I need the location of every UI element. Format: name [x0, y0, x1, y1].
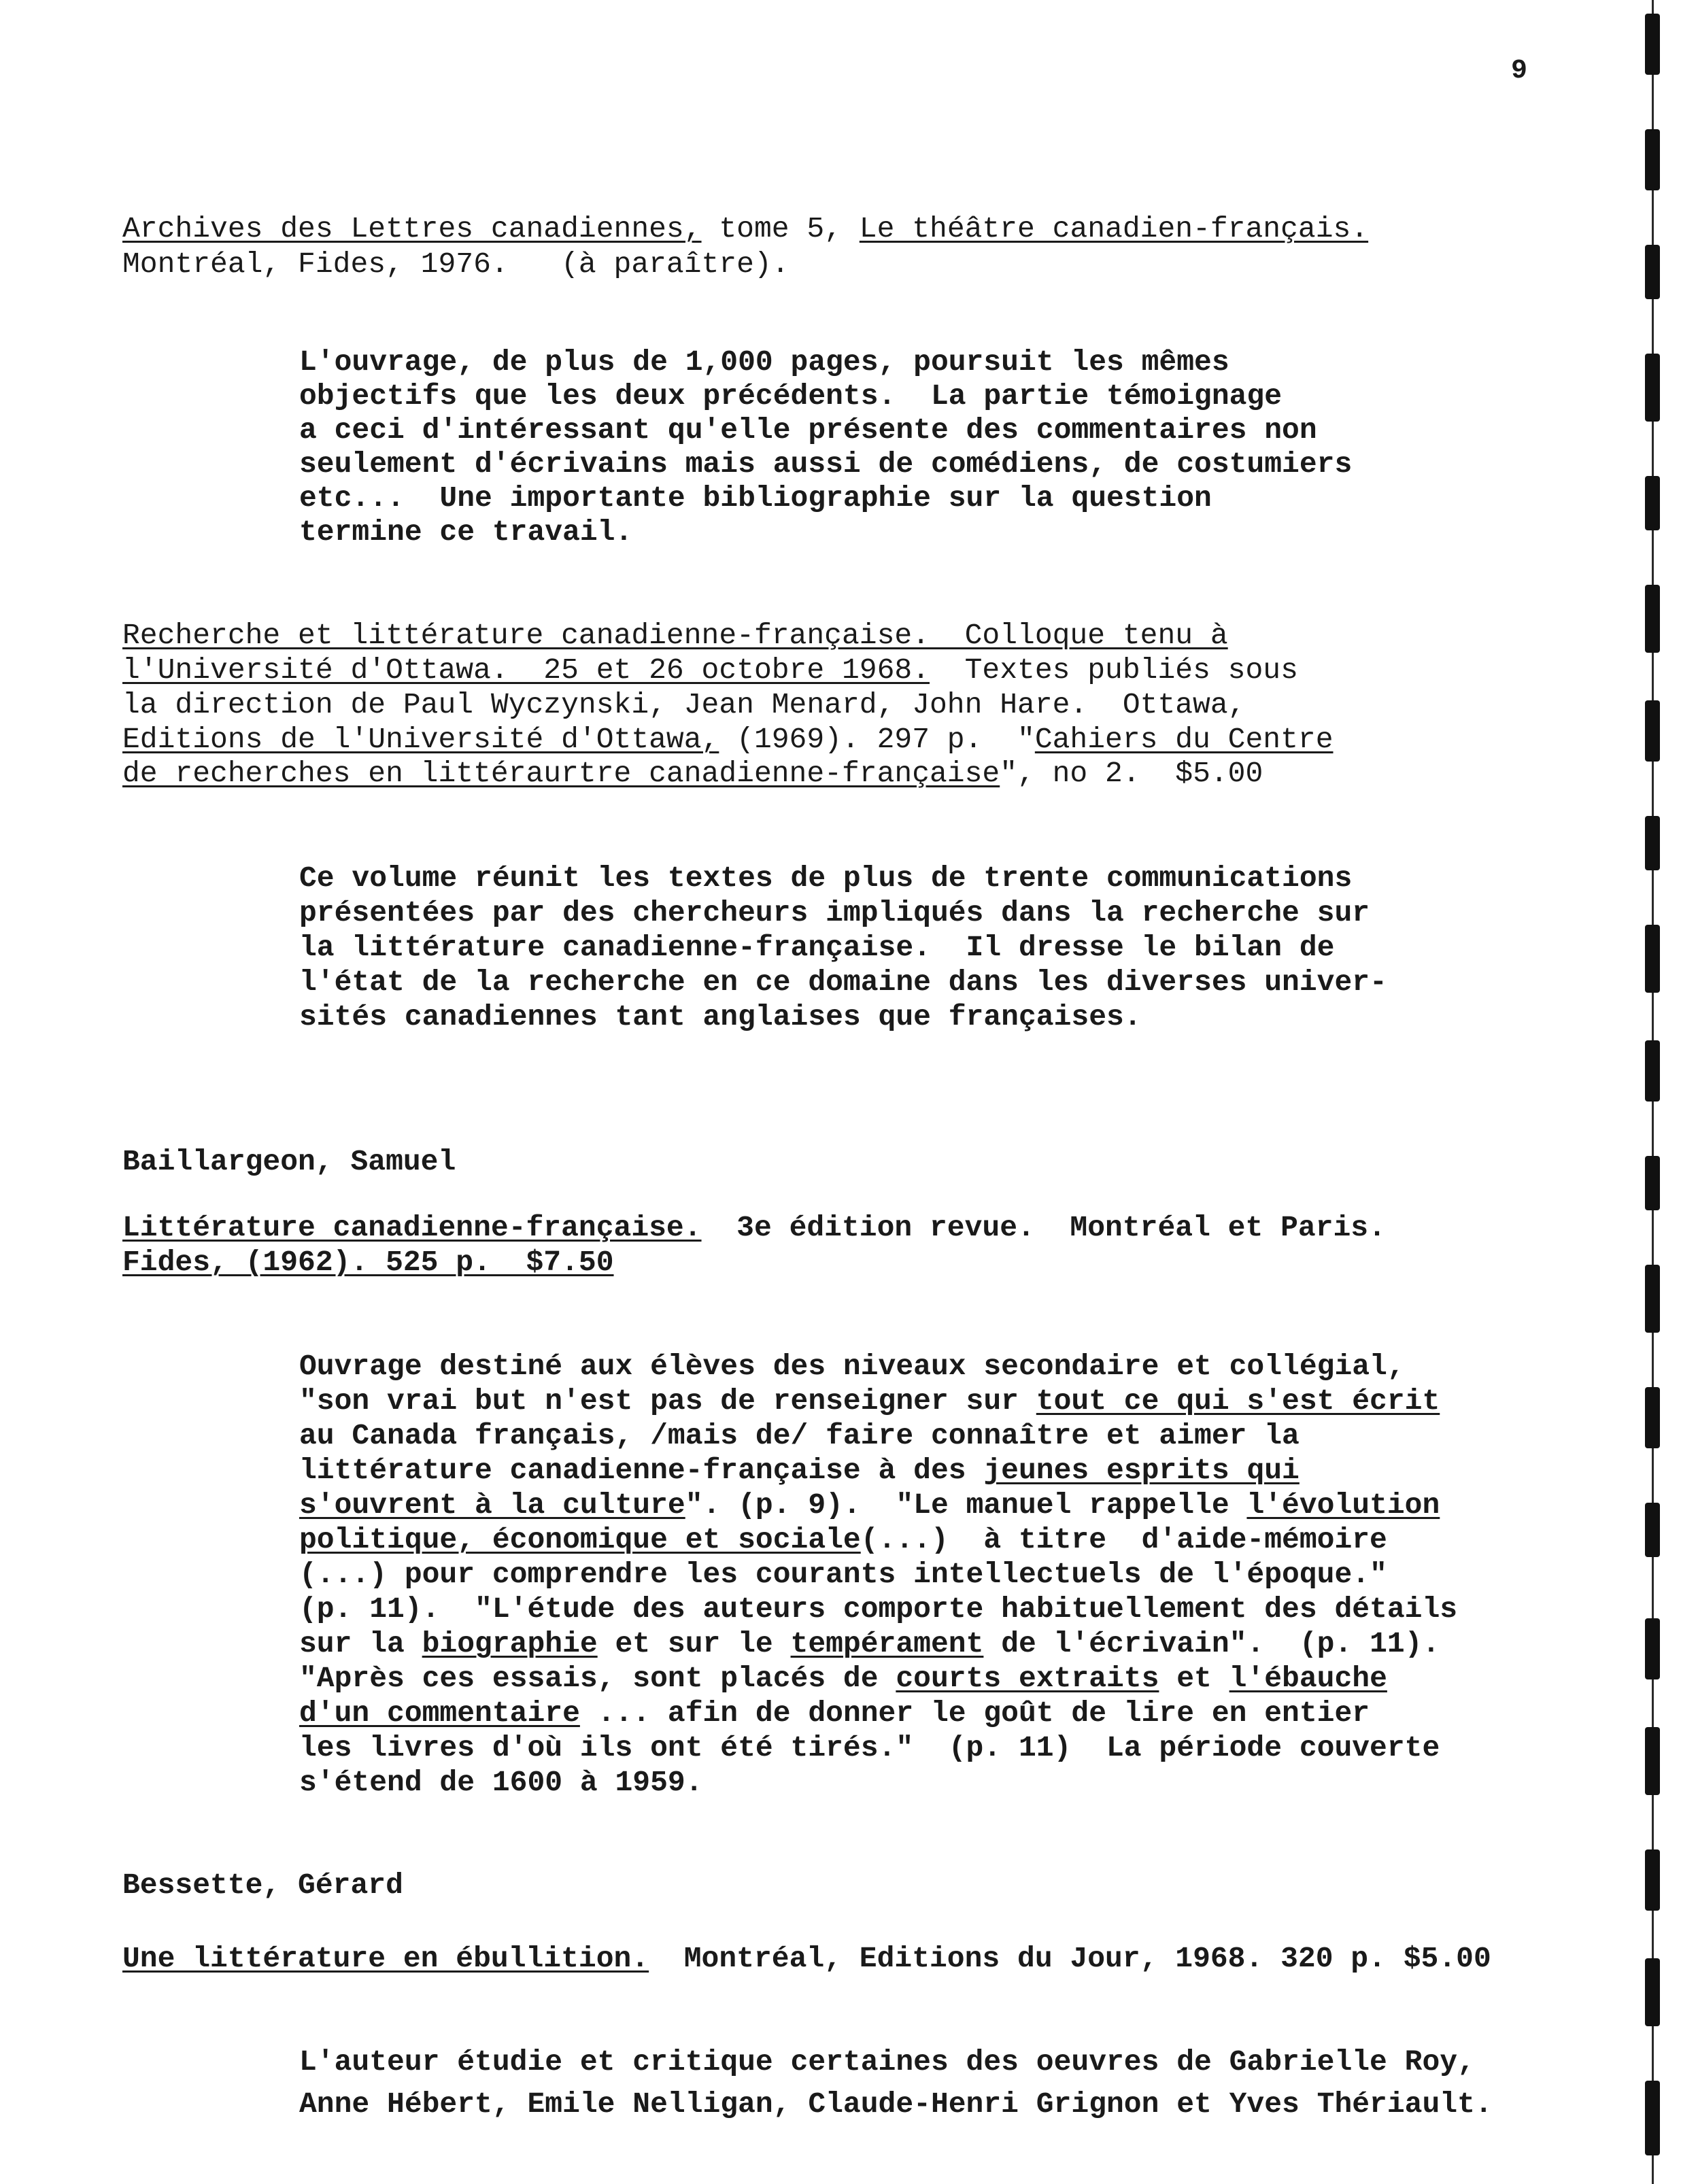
binding-hole [1645, 816, 1660, 870]
binding-hole [1645, 1849, 1660, 1911]
underlined-text: s'ouvrent à la culture [299, 1488, 685, 1522]
binding-hole [1645, 700, 1660, 762]
author-heading: Baillargeon, Samuel [122, 1145, 456, 1178]
text-segment: Ce volume réunit les textes de plus de trente communications [299, 861, 1353, 895]
annotation-line [299, 1454, 1300, 1488]
text-segment: littérature canadienne-française à des [299, 1454, 984, 1487]
text-segment: Textes publiés sous [930, 653, 1298, 687]
binding-hole [1645, 476, 1660, 530]
annotation-line [299, 447, 1352, 481]
underlined-text: Le théâtre canadien-français. [859, 212, 1369, 245]
underlined-text: d'un commentaire [299, 1696, 580, 1730]
text-segment: Anne Hébert, Emile Nelligan, Claude-Henri Grignon et Yves Thériault. [299, 2087, 1493, 2121]
annotation-line [299, 515, 632, 549]
annotation-line [299, 2087, 1493, 2121]
binding-hole [1645, 354, 1660, 422]
binding-hole [1645, 1387, 1660, 1448]
spiral-binding-edge [1629, 0, 1698, 2184]
text-segment: sités canadiennes tant anglaises que françaises. [299, 1000, 1142, 1034]
text-segment: la direction de Paul Wyczynski, Jean Menard, John Hare. Ottawa, [122, 688, 1246, 721]
citation-line [122, 1942, 1491, 1976]
underlined-text: tempérament [790, 1627, 984, 1660]
binding-hole [1645, 1618, 1660, 1679]
text-segment: et [1159, 1662, 1229, 1695]
citation-line [122, 212, 1368, 246]
binding-hole [1645, 585, 1660, 653]
binding-hole [1645, 1727, 1660, 1795]
binding-hole [1645, 2081, 1660, 2155]
text-segment: etc... Une importante bibliographie sur la question [299, 481, 1212, 515]
text-segment: ". (p. 9). "Le manuel rappelle [685, 1488, 1247, 1522]
underlined-text: de recherches en littéraurtre canadienne-française [122, 757, 1000, 790]
text-segment: la littérature canadienne-française. Il dresse le bilan de [299, 931, 1335, 964]
author-heading: Bessette, Gérard [122, 1869, 403, 1902]
annotation-line [299, 966, 1387, 1000]
text-segment: s'étend de 1600 à 1959. [299, 1766, 703, 1799]
underlined-text: Une littérature en ébullition. [122, 1942, 649, 1975]
annotation-line [299, 861, 1352, 895]
annotation-line [299, 413, 1317, 447]
text-segment: "son vrai but n'est pas de renseigner sur [299, 1384, 1036, 1418]
binding-hole [1645, 1040, 1660, 1102]
text-segment: seulement d'écrivains mais aussi de comédiens, de costumiers [299, 447, 1353, 481]
text-segment: présentées par des chercheurs impliqués dans la recherche sur [299, 896, 1370, 929]
text-segment: ... afin de donner le goût de lire en entier [579, 1696, 1370, 1730]
binding-hole [1645, 1156, 1660, 1210]
binding-hole [1645, 1503, 1660, 1557]
underlined-text: Cahiers du Centre [1034, 723, 1334, 756]
annotation-line [299, 896, 1370, 930]
text-segment: au Canada français, /mais de/ faire connaître et aimer la [299, 1419, 1300, 1452]
text-segment: objectifs que les deux précédents. La partie témoignage [299, 379, 1283, 413]
underlined-text: courts extraits [896, 1662, 1159, 1695]
annotation-line [299, 1384, 1440, 1418]
text-segment: tome 5, [701, 212, 860, 245]
annotation-line [299, 1523, 1387, 1557]
binding-hole [1645, 1958, 1660, 2026]
text-segment: "Après ces essais, sont placés de [299, 1662, 896, 1695]
text-segment: termine ce travail. [299, 515, 633, 549]
annotation-line [299, 379, 1282, 413]
annotation-line [299, 1592, 1457, 1626]
citation-line [122, 619, 1228, 653]
underlined-text: l'ébauche [1229, 1662, 1387, 1695]
citation-line [122, 688, 1245, 722]
binding-hole [1645, 925, 1660, 993]
annotation-line [299, 1419, 1300, 1453]
annotation-line [299, 481, 1212, 515]
underlined-text: politique, économique et sociale [299, 1523, 861, 1556]
underlined-text: Recherche et littérature canadienne-française. Colloque tenu à [122, 619, 1228, 652]
underlined-text: Archives des Lettres canadiennes, [122, 212, 702, 245]
binding-hole [1645, 245, 1660, 299]
annotation-line [299, 1696, 1370, 1730]
underlined-text: Editions de l'Université d'Ottawa, [122, 723, 719, 756]
citation-line [122, 757, 1263, 791]
text-segment: 3e édition revue. Montréal et Paris. [701, 1211, 1386, 1244]
underlined-text: jeunes esprits qui [983, 1454, 1300, 1487]
citation-line [122, 1211, 1386, 1245]
underlined-text: Littérature canadienne-française. [122, 1211, 702, 1244]
underlined-text: Fides, (1962). 525 p. $7.50 [122, 1246, 614, 1279]
text-segment: les livres d'où ils ont été tirés." (p. 11) La période couverte [299, 1731, 1440, 1764]
underlined-text: l'Université d'Ottawa. 25 et 26 octobre 1968. [122, 653, 930, 687]
text-segment: Ouvrage destiné aux élèves des niveaux secondaire et collégial, [299, 1350, 1405, 1383]
binding-hole [1645, 1265, 1660, 1333]
underlined-text: l'évolution [1246, 1488, 1440, 1522]
binding-hole [1645, 129, 1660, 190]
text-segment: L'ouvrage, de plus de 1,000 pages, poursuit les mêmes [299, 345, 1229, 379]
text-segment: et sur le [597, 1627, 791, 1660]
text-segment: a ceci d'intéressant qu'elle présente des commentaires non [299, 413, 1317, 447]
text-segment: (...) à titre d'aide-mémoire [860, 1523, 1387, 1556]
underlined-text: tout ce qui s'est écrit [1036, 1384, 1440, 1418]
annotation-line [299, 1350, 1405, 1384]
text-segment: l'état de la recherche en ce domaine dans les diverses univer- [299, 966, 1387, 999]
text-segment: (1969). 297 p. " [719, 723, 1035, 756]
citation-line [122, 248, 789, 281]
text-segment: (p. 11). "L'étude des auteurs comporte habituellement des détails [299, 1592, 1458, 1626]
text-segment: Montréal, Fides, 1976. (à paraître). [122, 248, 789, 281]
annotation-line [299, 1000, 1142, 1034]
annotation-line [299, 1627, 1440, 1661]
underlined-text: biographie [422, 1627, 598, 1660]
annotation-line [299, 1766, 703, 1800]
citation-line [122, 653, 1298, 687]
annotation-line [299, 931, 1334, 965]
annotation-line [299, 1662, 1387, 1696]
binding-hole [1645, 14, 1660, 75]
text-segment: ", no 2. $5.00 [1000, 757, 1263, 790]
text-segment: (...) pour comprendre les courants intellectuels de l'époque." [299, 1558, 1387, 1591]
annotation-line [299, 2045, 1475, 2079]
annotation-line [299, 1488, 1440, 1522]
annotation-line [299, 1731, 1440, 1765]
citation-line [122, 1246, 614, 1280]
text-segment: L'auteur étudie et critique certaines des oeuvres de Gabrielle Roy, [299, 2045, 1475, 2079]
page-number: 9 [1511, 56, 1528, 86]
citation-line [122, 723, 1334, 757]
annotation-line [299, 1558, 1387, 1592]
annotation-line [299, 345, 1229, 379]
text-segment: sur la [299, 1627, 422, 1660]
text-segment: Montréal, Editions du Jour, 1968. 320 p. $5.00 [649, 1942, 1491, 1975]
text-segment: de l'écrivain". (p. 11). [983, 1627, 1440, 1660]
